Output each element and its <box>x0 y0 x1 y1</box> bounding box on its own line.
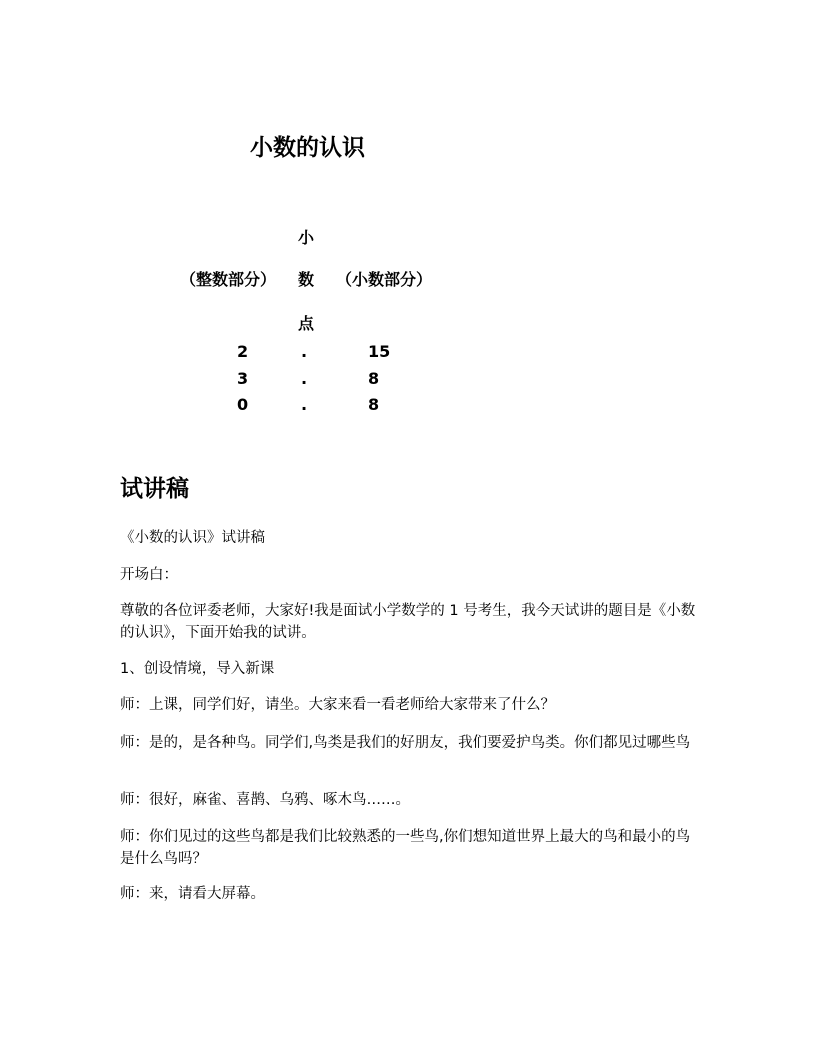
paragraph-teacher-1: 师：上课，同学们好，请坐。大家来看一看老师给大家带来了什么？ <box>120 697 555 713</box>
row-3-integer: 0 <box>237 395 249 414</box>
paragraph-opening-label: 开场白： <box>120 567 178 583</box>
row-3-decimal: 8 <box>368 395 380 414</box>
decimal-point-label-char-1: 小 <box>298 228 315 247</box>
paragraph-doc-title: 《小数的认识》试讲稿 <box>120 530 265 546</box>
integer-part-label: （整数部分） <box>180 270 277 289</box>
paragraph-teacher-2: 师：是的，是各种鸟。同学们,鸟类是我们的好朋友，我们要爱护鸟类。你们都见过哪些鸟 <box>120 735 691 751</box>
paragraph-greeting: 尊敬的各位评委老师，大家好!我是面试小学数学的 1 号考生，我今天试讲的题目是《小数的认识》，下面开始我的试讲。 <box>120 603 696 641</box>
row-1-decimal: 15 <box>368 342 391 361</box>
paragraph-teacher-5: 师：来，请看大屏幕。 <box>120 886 265 902</box>
paragraph-teacher-3: 师：很好，麻雀、喜鹊、乌鸦、啄木鸟……。 <box>120 792 410 808</box>
row-2-integer: 3 <box>237 369 249 388</box>
paragraph-section-1: 1、创设情境，导入新课 <box>120 661 275 677</box>
decimal-point-label-char-3: 点 <box>298 314 315 333</box>
row-2-decimal: 8 <box>368 369 380 388</box>
document-title: 小数的认识 <box>250 135 365 161</box>
section-heading: 试讲稿 <box>120 476 189 502</box>
decimal-point-label-char-2: 数 <box>298 270 315 289</box>
row-3-point: . <box>301 395 308 414</box>
row-1-point: . <box>301 342 308 361</box>
row-1-integer: 2 <box>237 342 249 361</box>
row-2-point: . <box>301 369 308 388</box>
decimal-part-label: （小数部分） <box>336 270 433 289</box>
paragraph-teacher-4: 师：你们见过的这些鸟都是我们比较熟悉的一些鸟,你们想知道世界上最大的鸟和最小的鸟是什么鸟吗？ <box>120 829 691 867</box>
